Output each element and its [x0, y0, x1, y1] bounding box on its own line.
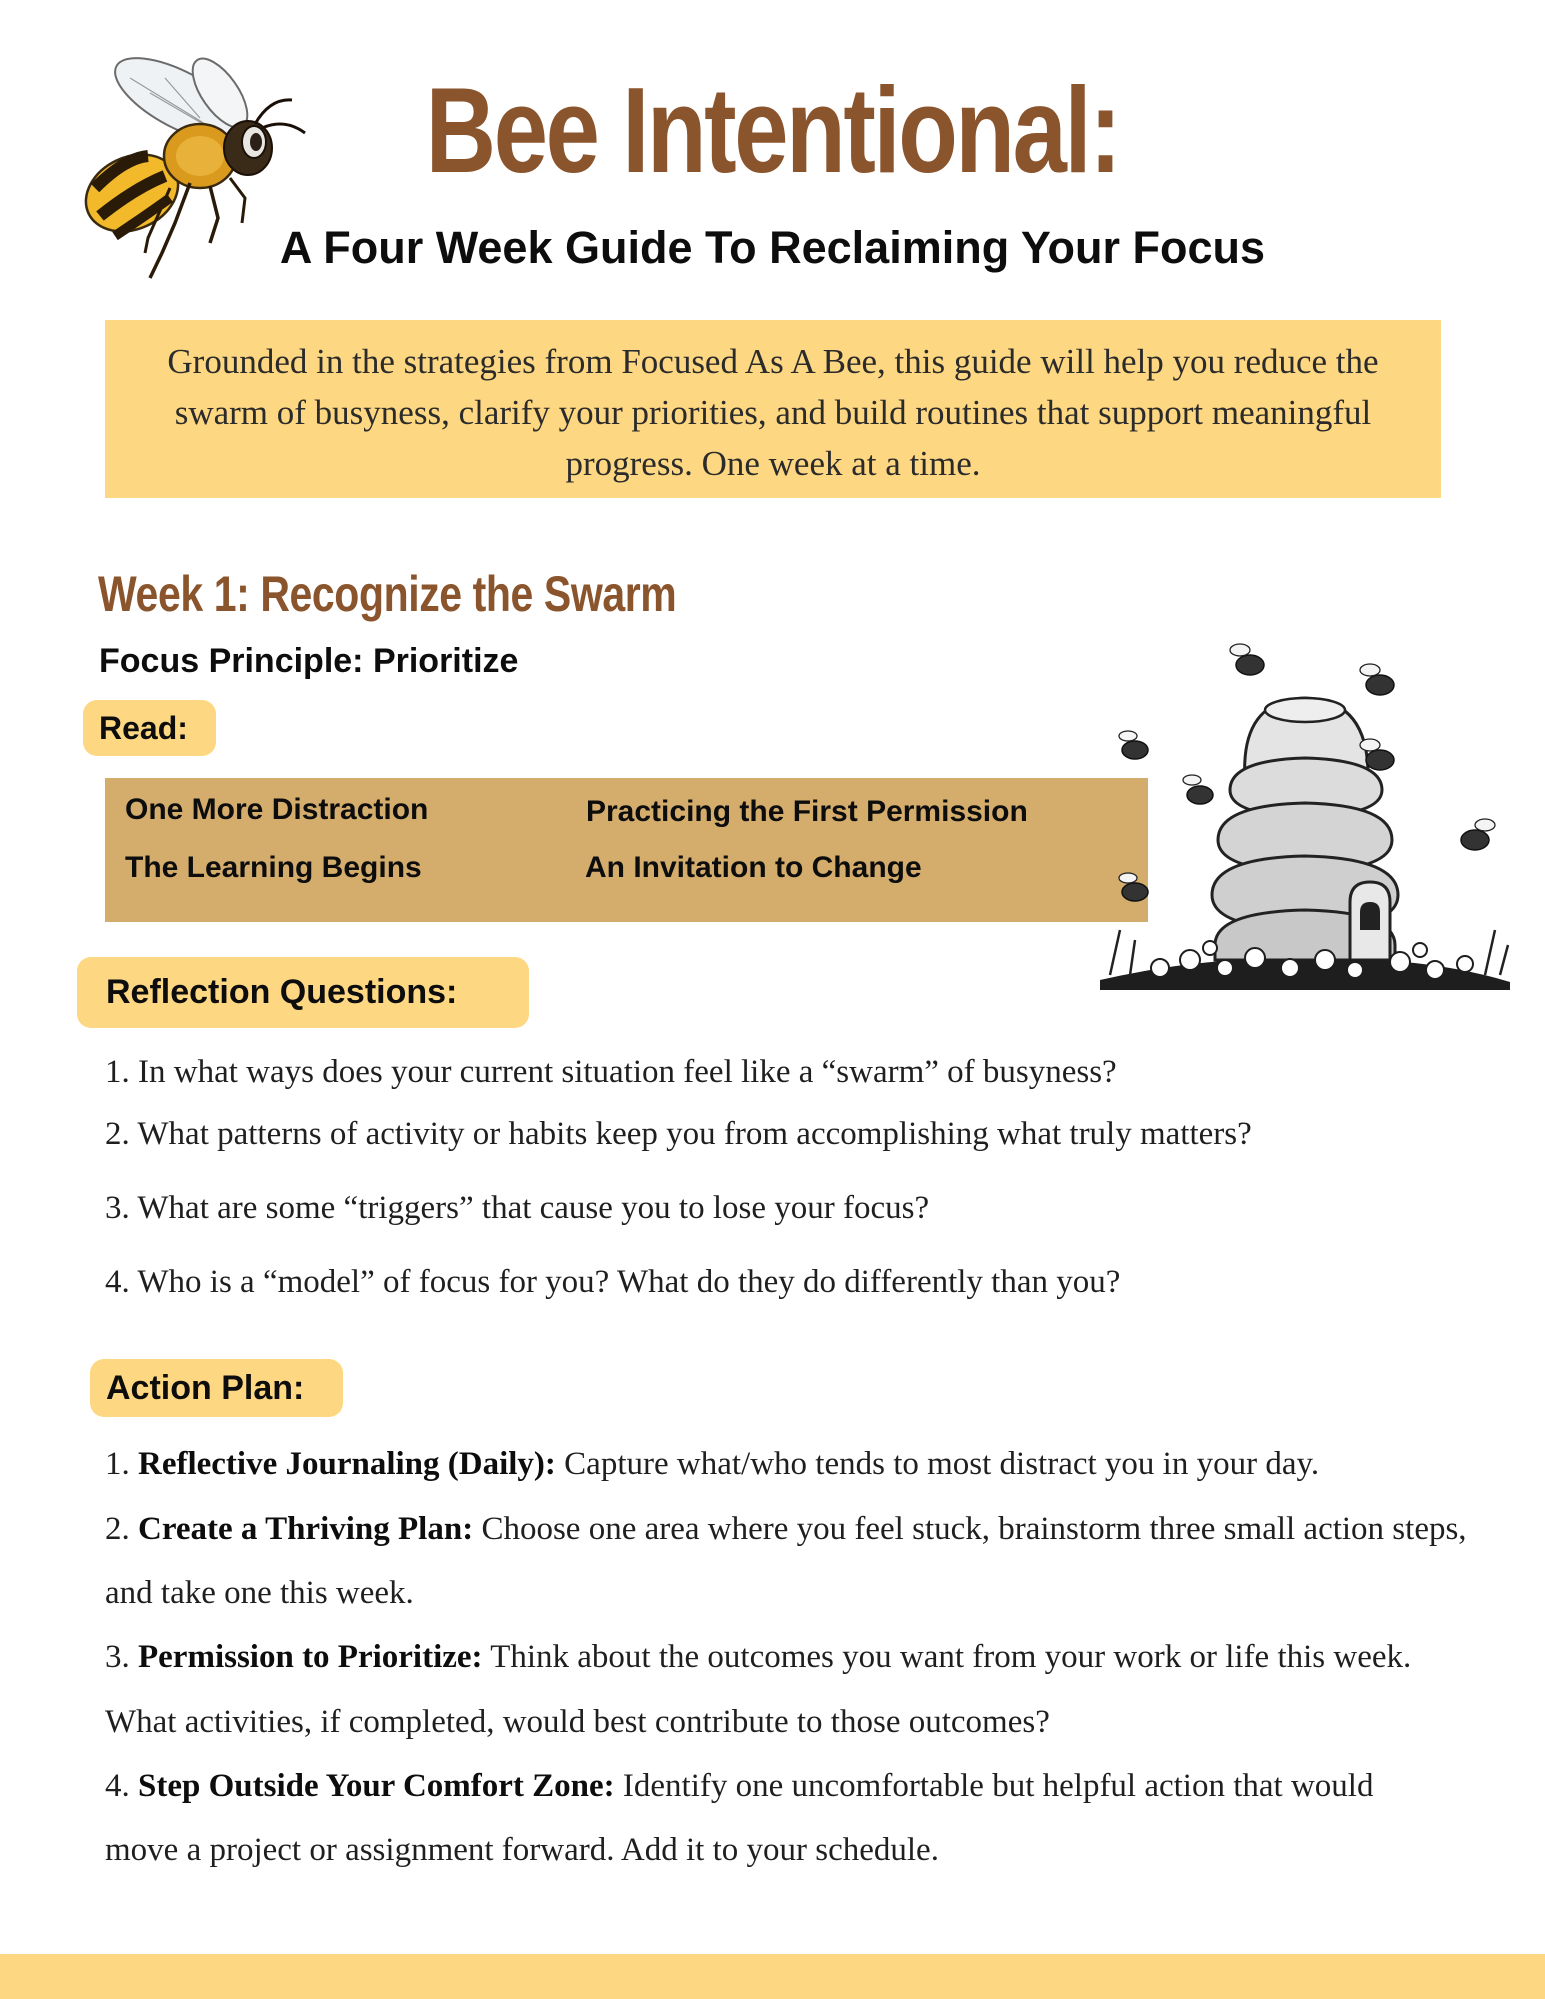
reflection-question: 2. What patterns of activity or habits keep you from accomplishing what truly matters? [105, 1116, 1252, 1152]
reading-item: One More Distraction [125, 793, 429, 826]
reading-item: An Invitation to Change [585, 851, 922, 884]
footer-band [0, 1954, 1545, 1999]
focus-principle: Focus Principle: Prioritize [99, 642, 519, 680]
reading-item: Practicing the First Permission [586, 795, 1028, 828]
action-item-continued: What activities, if completed, would best contribute to those outcomes? [105, 1704, 1050, 1740]
action-item-continued: move a project or assignment forward. Add it to your schedule. [105, 1832, 939, 1868]
reading-list [105, 778, 1148, 922]
reflection-question: 1. In what ways does your current situation feel like a “swarm” of busyness? [105, 1054, 1117, 1090]
reading-item: The Learning Begins [125, 851, 422, 884]
action-plan-label: Action Plan: [90, 1359, 343, 1417]
action-item: 4. Step Outside Your Comfort Zone: Identify one uncomfortable but helpful action that would [105, 1768, 1374, 1804]
page-title: Bee Intentional: [425, 62, 1120, 198]
beehive-illustration [1090, 630, 1520, 1010]
action-item-continued: and take one this week. [105, 1575, 414, 1611]
intro-text: Grounded in the strategies from Focused As A Bee, this guide will help you reduce the swarm of busyness, clarify your priorities, and build routines that support meaningful progress. One week at a time. [167, 342, 1379, 483]
action-item: 1. Reflective Journaling (Daily): Capture what/who tends to most distract you in your day. [105, 1446, 1320, 1482]
reflection-question: 4. Who is a “model” of focus for you? What do they do differently than you? [105, 1264, 1121, 1300]
page-subtitle: A Four Week Guide To Reclaiming Your Focus [279, 222, 1266, 273]
reflection-question: 3. What are some “triggers” that cause you to lose your focus? [105, 1190, 930, 1226]
week-title: Week 1: Recognize the Swarm [98, 566, 677, 622]
reflection-label: Reflection Questions: [77, 957, 529, 1028]
intro-box [105, 320, 1441, 498]
action-item: 2. Create a Thriving Plan: Choose one area where you feel stuck, brainstorm three small action steps, [105, 1511, 1467, 1547]
read-label: Read: [83, 700, 216, 756]
action-item: 3. Permission to Prioritize: Think about the outcomes you want from your work or life this week. [105, 1639, 1412, 1675]
